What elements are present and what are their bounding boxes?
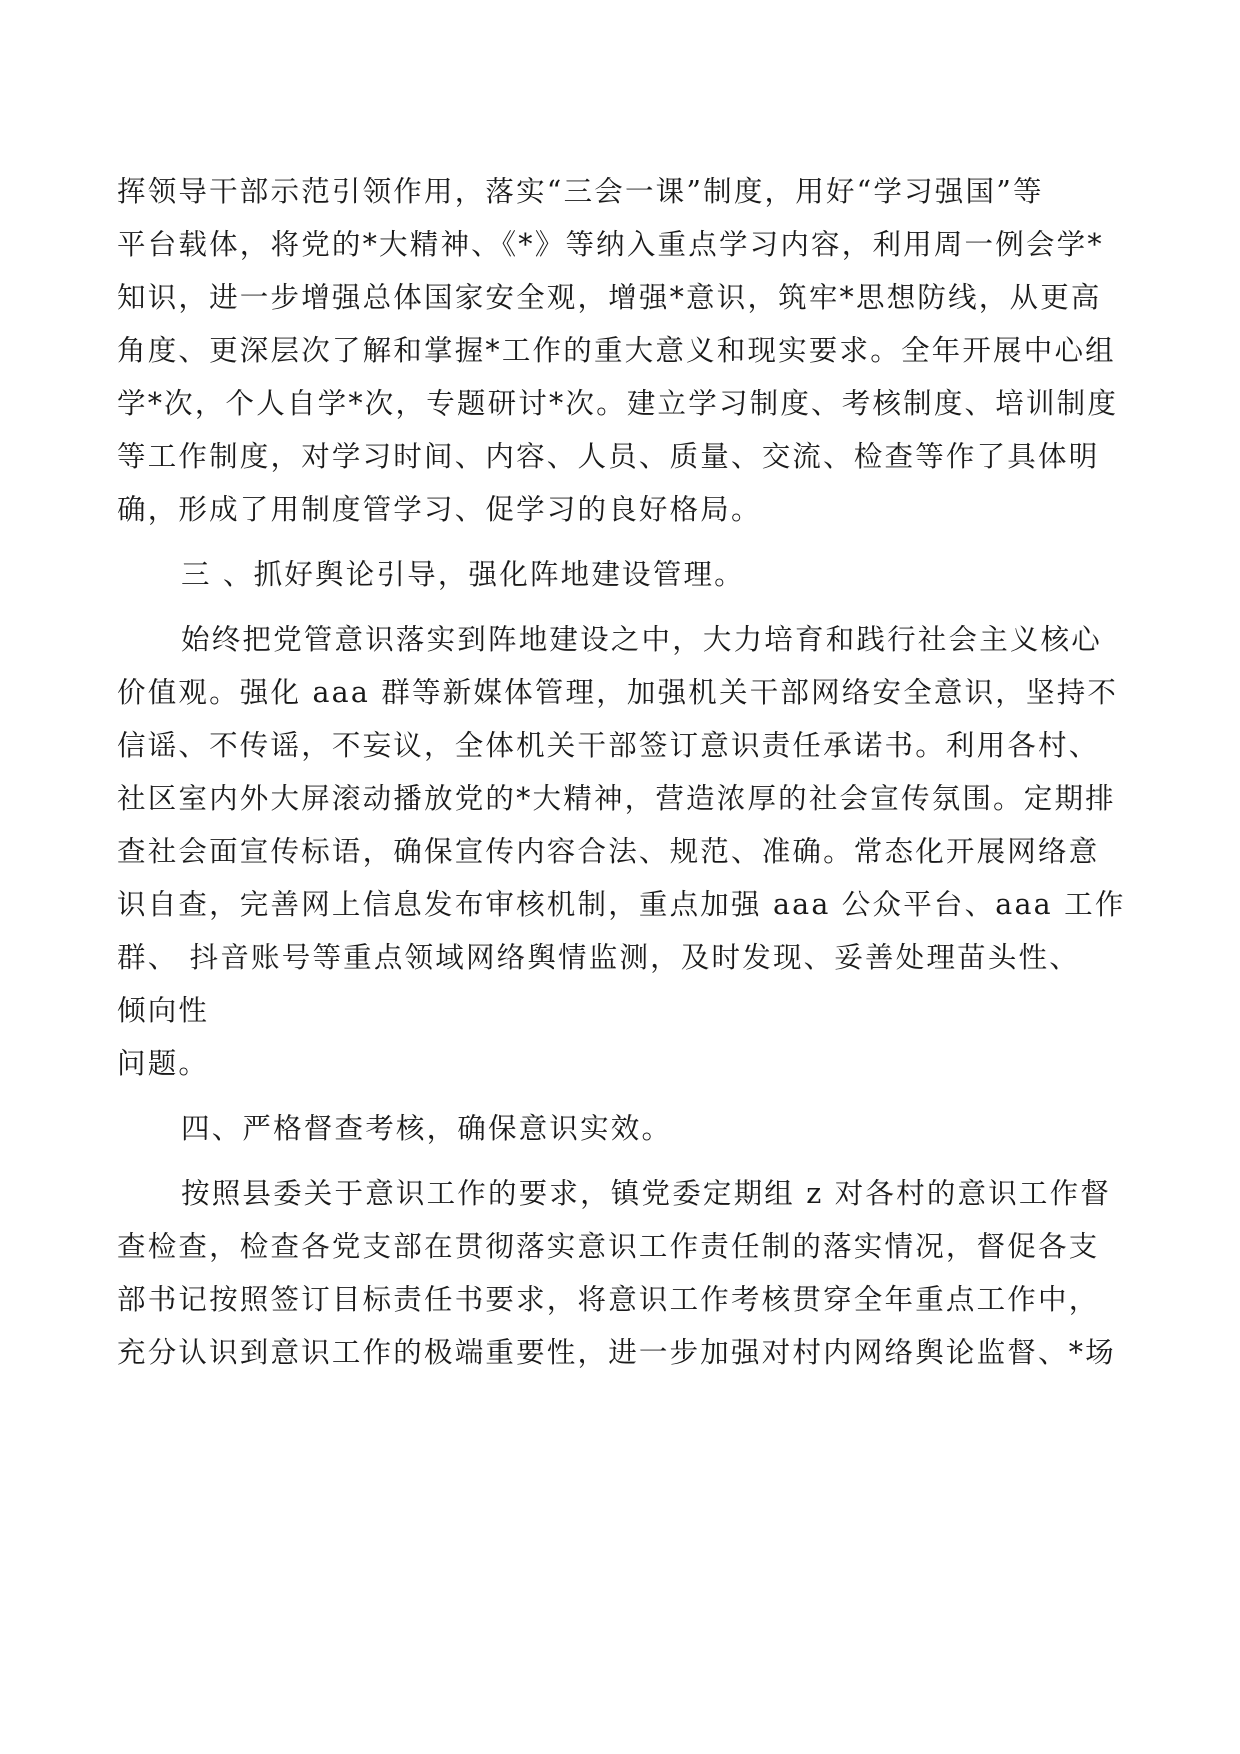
section-heading-3: 三 、抓好舆论引导，强化阵地建设管理。	[181, 558, 745, 591]
paragraph-1	[117, 165, 1127, 536]
paragraph-3	[117, 1167, 1127, 1379]
paragraph-line: 知识，进一步增强总体国家安全观，增强*意识，筑牢*思想防线，从更高	[117, 281, 1102, 314]
paragraph-line: 学*次，个人自学*次，专题研讨*次。建立学习制度、考核制度、培训制度	[117, 387, 1119, 420]
paragraph-line: 充分认识到意识工作的极端重要性，进一步加强对村内网络舆论监督、*场	[117, 1336, 1116, 1369]
paragraph-line: 按照县委关于意识工作的要求，镇党委定期组 z 对各村的意识工作督	[181, 1177, 1112, 1210]
paragraph-line: 平台载体，将党的*大精神、《*》等纳入重点学习内容，利用周一例会学*	[117, 228, 1104, 261]
paragraph-line: 社区室内外大屏滚动播放党的*大精神，营造浓厚的社会宣传氛围。定期排	[117, 782, 1116, 815]
paragraph-line: 挥领导干部示范引领作用，落实“三会一课”制度，用好“学习强国”等	[117, 175, 1044, 208]
section-heading-4: 四、严格督查考核，确保意识实效。	[181, 1112, 673, 1145]
paragraph-line: 始终把党管意识落实到阵地建设之中，大力培育和践行社会主义核心	[181, 623, 1103, 656]
paragraph-line: 群、 抖音账号等重点领域网络舆情监测，及时发现、妥善处理苗头性、	[117, 941, 1080, 974]
paragraph-line: 识自查，完善网上信息发布审核机制，重点加强 aaa 公众平台、aaa 工作	[117, 888, 1126, 921]
paragraph-line: 查检查，检查各党支部在贯彻落实意识工作责任制的落实情况，督促各支	[117, 1230, 1100, 1263]
paragraph-line: 角度、更深层次了解和掌握*工作的重大意义和现实要求。全年开展中心组	[117, 334, 1116, 367]
document-body	[117, 165, 1127, 1379]
paragraph-line: 价值观。强化 aaa 群等新媒体管理，加强机关干部网络安全意识，坚持不	[117, 676, 1119, 709]
paragraph-line: 倾向性	[117, 994, 210, 1027]
paragraph-line: 查社会面宣传标语，确保宣传内容合法、规范、准确。常态化开展网络意	[117, 835, 1100, 868]
paragraph-line: 问题。	[117, 1047, 210, 1080]
paragraph-line: 等工作制度，对学习时间、内容、人员、质量、交流、检查等作了具体明	[117, 440, 1100, 473]
paragraph-line: 部书记按照签订目标责任书要求，将意识工作考核贯穿全年重点工作中，	[117, 1283, 1100, 1316]
paragraph-2	[117, 613, 1127, 1090]
paragraph-line: 信谣、不传谣，不妄议，全体机关干部签订意识责任承诺书。利用各村、	[117, 729, 1100, 762]
paragraph-line: 确，形成了用制度管学习、促学习的良好格局。	[117, 493, 762, 526]
